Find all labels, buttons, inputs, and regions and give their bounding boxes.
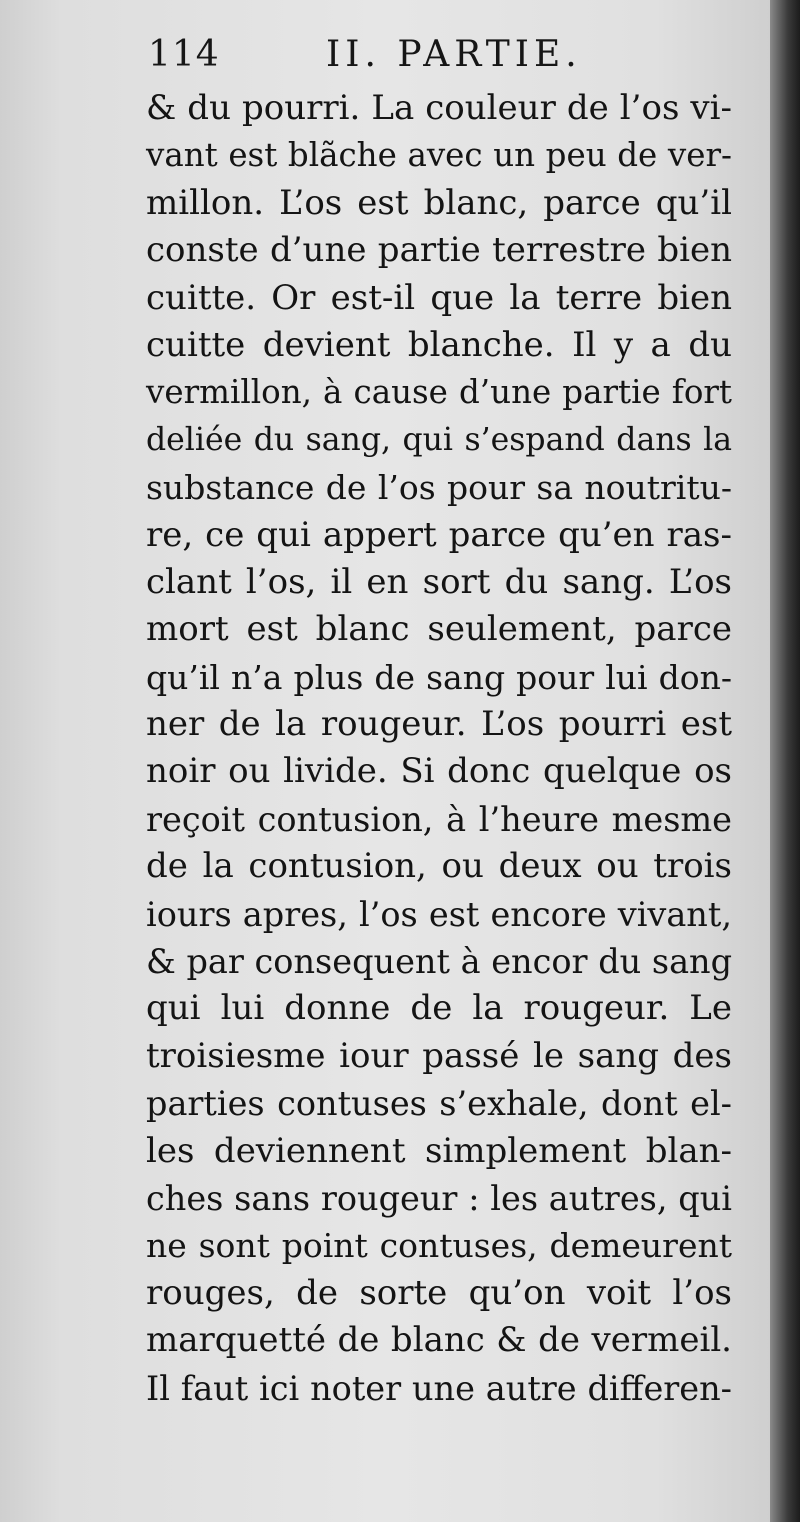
- text-line: ner de la rougeur. L’os pourri est: [146, 704, 732, 745]
- page-number: 114: [148, 34, 220, 75]
- text-line: conste d’une partie terrestre bien: [146, 230, 732, 271]
- page-header: [148, 30, 748, 90]
- text-line: & du pourri. La couleur de l’os vi-: [146, 88, 732, 128]
- text-line: re, ce qui appert parce qu’en ras-: [146, 514, 732, 555]
- text-line: qui lui donne de la rougeur. Le: [146, 988, 732, 1029]
- text-line: deliée du sang, qui s’espand dans la: [146, 421, 732, 458]
- text-line: reçoit contusion, à l’heure mesme: [146, 799, 732, 839]
- text-line: millon. L’os est blanc, parce qu’il: [146, 182, 732, 223]
- text-line: rouges, de sorte qu’on voit l’os: [146, 1272, 732, 1313]
- page-edge-shadow: [770, 0, 800, 1522]
- text-line: iours apres, l’os est encore vivant,: [146, 894, 732, 934]
- text-line: clant l’os, il en sort du sang. L’os: [146, 561, 732, 602]
- text-line: mort est blanc seulement, parce: [146, 609, 732, 650]
- text-line: substance de l’os pour sa noutritu-: [146, 468, 732, 508]
- text-line: Il faut ici noter une autre differen-: [146, 1368, 732, 1408]
- text-line: parties contuses s’exhale, dont el-: [146, 1084, 732, 1124]
- text-line: vant est blãche avec un peu de ver-: [146, 136, 732, 175]
- running-head: II. PARTIE.: [326, 34, 582, 75]
- body-text: [146, 85, 732, 1412]
- text-line: cuitte devient blanche. Il y a du: [146, 324, 732, 365]
- text-line: cuitte. Or est-il que la terre bien: [146, 277, 732, 318]
- text-line: ne sont point contuses, demeurent: [146, 1226, 732, 1266]
- text-line: ches sans rougeur : les autres, qui: [146, 1178, 732, 1218]
- text-line: de la contusion, ou deux ou trois: [146, 846, 732, 887]
- text-line: les deviennent simplement blan-: [146, 1130, 732, 1171]
- text-line: noir ou livide. Si donc quelque os: [146, 751, 732, 792]
- text-line: qu’il n’a plus de sang pour lui don-: [146, 657, 732, 697]
- text-line: troisiesme iour passé le sang des: [146, 1035, 732, 1076]
- text-line: & par consequent à encor du sang: [146, 942, 733, 982]
- text-line: vermillon, à cause d’une partie fort: [146, 373, 732, 412]
- text-line: marquetté de blanc & de vermeil.: [146, 1320, 732, 1361]
